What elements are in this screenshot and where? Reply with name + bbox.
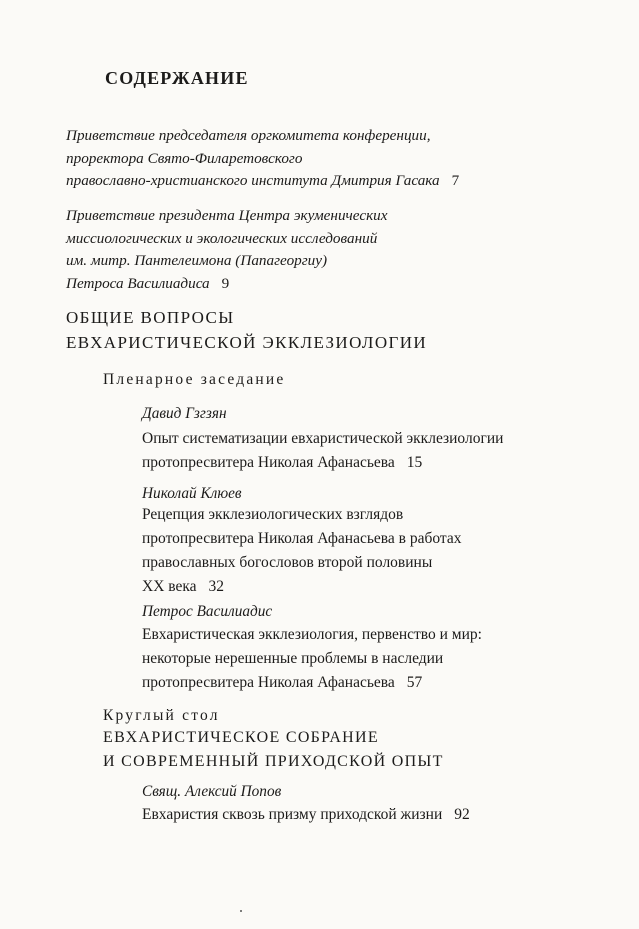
greeting-line: им. митр. Пантелеимона (Папагеоргиу) [66, 252, 328, 269]
article-line [142, 803, 470, 827]
round-table-title-line: ЕВХАРИСТИЧЕСКОЕ СОБРАНИЕ [103, 729, 379, 746]
article-author: Петрос Василиадис [142, 603, 273, 620]
article-author: Свящ. Алексий Попов [142, 783, 282, 800]
article-author: Давид Гзгзян [142, 405, 227, 422]
greeting-entry [66, 125, 459, 193]
page-number: 32 [208, 578, 225, 595]
article-line-text: протопресвитера Николая Афанасьева [142, 454, 395, 471]
section-title-line: ЕВХАРИСТИЧЕСКОЙ ЭККЛЕЗИОЛОГИИ [66, 333, 428, 352]
article-line [142, 575, 462, 599]
page-number: 9 [221, 274, 230, 292]
round-table-title-line: И СОВРЕМЕННЫЙ ПРИХОДСКОЙ ОПЫТ [103, 753, 444, 770]
plenary-label: Пленарное заседание [103, 371, 286, 388]
greeting-line [66, 273, 388, 296]
greeting-line: Приветствие председателя оргкомитета конференции, [66, 127, 431, 144]
article-line: православных богословов второй половины [142, 554, 433, 571]
article-title [142, 803, 470, 827]
toc-heading: СОДЕРЖАНИЕ [105, 68, 249, 88]
article-line [142, 671, 482, 695]
greeting-line: проректора Свято-Филаретовского [66, 149, 303, 167]
article-line: протопресвитера Николая Афанасьева в работах [142, 530, 462, 547]
greeting-line: Приветствие президента Центра экуменических [66, 207, 388, 224]
round-table-title [103, 726, 444, 774]
greeting-line [66, 170, 459, 193]
article-author: Николай Клюев [142, 485, 242, 502]
article-line-text: протопресвитера Николая Афанасьева [142, 674, 395, 691]
page-number: 57 [406, 674, 423, 691]
page-number: 92 [454, 806, 470, 823]
greeting-line: миссиологических и экологических исследований [66, 229, 378, 247]
print-speck [240, 910, 242, 912]
greeting-line-text: Петроса Василиадиса [66, 274, 210, 292]
article-title [142, 503, 462, 599]
article-line: некоторые нерешенные проблемы в наследии [142, 650, 444, 667]
page-number: 7 [451, 172, 460, 189]
article-line: Рецепция экклезиологических взглядов [142, 506, 404, 523]
section-title-line: ОБЩИЕ ВОПРОСЫ [66, 308, 235, 327]
article-line [142, 451, 503, 475]
section-title [66, 305, 427, 355]
article-line: Евхаристическая экклезиология, первенство и мир: [142, 626, 482, 643]
article-title [142, 623, 482, 695]
page-number: 15 [406, 454, 423, 471]
article-line: Опыт систематизации евхаристической экклезиологии [142, 430, 504, 447]
article-title [142, 427, 503, 475]
greeting-entry [66, 205, 388, 295]
article-line-text: XX века [142, 578, 197, 595]
round-table-label: Круглый стол [103, 707, 220, 724]
article-line-text: Евхаристия сквозь призму приходской жизни [142, 806, 443, 823]
greeting-line-text: православно-христианского института Дмитрия Гасака [66, 172, 440, 189]
